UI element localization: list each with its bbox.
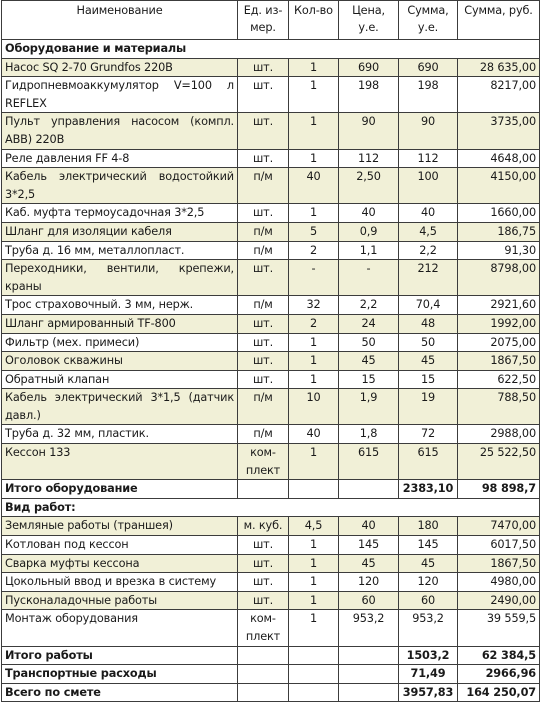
item-sum: 72	[399, 425, 458, 444]
empty-cell	[339, 646, 399, 665]
table-row	[2, 222, 540, 241]
empty-cell	[289, 665, 339, 684]
table-row	[2, 113, 540, 149]
total-sum: 2383,10	[399, 480, 458, 499]
item-sum-rub: 186,75	[458, 222, 540, 241]
item-name: Кабель электрический водостойкий 3*2,5	[2, 168, 238, 204]
table-row	[2, 58, 540, 77]
item-sum: 690	[399, 58, 458, 77]
empty-cell	[289, 646, 339, 665]
item-name: Каб. муфта термоусадочная 3*2,5	[2, 204, 238, 223]
total-label: Всего по смете	[2, 683, 238, 702]
item-unit: шт.	[238, 149, 289, 168]
total-row-works	[2, 646, 540, 665]
table-row	[2, 517, 540, 536]
item-sum: 212	[399, 260, 458, 296]
empty-cell	[289, 683, 339, 702]
table-row	[2, 444, 540, 480]
item-qty: 1	[289, 370, 339, 389]
empty-cell	[339, 480, 399, 499]
table-header	[2, 1, 540, 40]
item-unit: п/м	[238, 296, 289, 315]
item-name: Реле давления FF 4-8	[2, 149, 238, 168]
table-row	[2, 333, 540, 352]
item-sum: 70,4	[399, 296, 458, 315]
item-unit: п/м	[238, 425, 289, 444]
total-label: Итого работы	[2, 646, 238, 665]
item-price: 953,2	[339, 610, 399, 646]
table-row	[2, 610, 540, 646]
section-title: Вид работ:	[2, 498, 540, 517]
total-sum-rub: 164 250,07	[458, 683, 540, 702]
item-unit: шт.	[238, 554, 289, 573]
item-price: 60	[339, 591, 399, 610]
item-qty: 1	[289, 204, 339, 223]
item-sum: 60	[399, 591, 458, 610]
item-qty: 1	[289, 352, 339, 371]
item-sum-rub: 91,30	[458, 241, 540, 260]
total-row-grand	[2, 683, 540, 702]
total-sum: 71,49	[399, 665, 458, 684]
item-price: 1,9	[339, 389, 399, 425]
item-unit: п/м	[238, 389, 289, 425]
empty-cell	[339, 665, 399, 684]
item-unit: шт.	[238, 370, 289, 389]
item-name: Шланг армированный TF-800	[2, 314, 238, 333]
item-price: 45	[339, 554, 399, 573]
total-row-equipment	[2, 480, 540, 499]
empty-cell	[238, 665, 289, 684]
item-name: Обратный клапан	[2, 370, 238, 389]
table-row	[2, 314, 540, 333]
table-row	[2, 260, 540, 296]
item-sum: 4,5	[399, 222, 458, 241]
item-sum: 50	[399, 333, 458, 352]
col-header-qty: Кол-во	[289, 1, 339, 40]
item-unit: шт.	[238, 204, 289, 223]
item-sum: 48	[399, 314, 458, 333]
item-price: 690	[339, 58, 399, 77]
item-name: Цокольный ввод и врезка в систему	[2, 573, 238, 592]
item-name: Котлован под кессон	[2, 536, 238, 555]
item-unit: шт.	[238, 352, 289, 371]
item-price: 50	[339, 333, 399, 352]
item-unit: шт.	[238, 333, 289, 352]
item-price: 24	[339, 314, 399, 333]
table-row	[2, 389, 540, 425]
item-name: Труба д. 32 мм, пластик.	[2, 425, 238, 444]
item-unit: м. куб.	[238, 517, 289, 536]
item-name: Фильтр (мех. примеси)	[2, 333, 238, 352]
total-label: Транспортные расходы	[2, 665, 238, 684]
section-heading-works	[2, 498, 540, 517]
item-name: Трос страховочный. 3 мм, нерж.	[2, 296, 238, 315]
item-sum-rub: 2490,00	[458, 591, 540, 610]
item-sum: 40	[399, 204, 458, 223]
col-header-price: Цена, у.е.	[339, 1, 399, 40]
table-row	[2, 554, 540, 573]
table-row	[2, 168, 540, 204]
table-row	[2, 425, 540, 444]
item-sum-rub: 6017,50	[458, 536, 540, 555]
item-price: 2,50	[339, 168, 399, 204]
item-name: Труба д. 16 мм, металлопласт.	[2, 241, 238, 260]
table-row	[2, 77, 540, 113]
item-sum: 15	[399, 370, 458, 389]
item-sum: 100	[399, 168, 458, 204]
item-sum-rub: 1660,00	[458, 204, 540, 223]
item-price: 2,2	[339, 296, 399, 315]
item-qty: 32	[289, 296, 339, 315]
item-sum-rub: 39 559,5	[458, 610, 540, 646]
empty-cell	[238, 646, 289, 665]
item-sum-rub: 1867,50	[458, 554, 540, 573]
item-qty: 1	[289, 573, 339, 592]
item-sum-rub: 2075,00	[458, 333, 540, 352]
item-unit: шт.	[238, 113, 289, 149]
item-name: Насос SQ 2-70 Grundfos 220В	[2, 58, 238, 77]
item-qty: 1	[289, 333, 339, 352]
item-unit: шт.	[238, 260, 289, 296]
item-sum-rub: 4648,00	[458, 149, 540, 168]
item-unit: шт.	[238, 58, 289, 77]
item-sum: 198	[399, 77, 458, 113]
col-header-name: Наименование	[2, 1, 238, 40]
item-qty: 4,5	[289, 517, 339, 536]
item-sum: 45	[399, 352, 458, 371]
item-qty: 40	[289, 425, 339, 444]
total-sum-rub: 62 384,5	[458, 646, 540, 665]
item-name: Кабель электрический 3*1,5 (датчик давл.)	[2, 389, 238, 425]
item-unit: ком-плект	[238, 444, 289, 480]
empty-cell	[289, 480, 339, 499]
section-heading-equipment	[2, 40, 540, 59]
item-name: Оголовок скважины	[2, 352, 238, 371]
item-name: Сварка муфты кессона	[2, 554, 238, 573]
item-sum-rub: 8798,00	[458, 260, 540, 296]
empty-cell	[339, 683, 399, 702]
item-sum-rub: 8217,00	[458, 77, 540, 113]
col-header-sum-rub: Сумма, руб.	[458, 1, 540, 40]
col-header-sum: Сумма, у.е.	[399, 1, 458, 40]
item-price: 0,9	[339, 222, 399, 241]
item-price: 45	[339, 352, 399, 371]
item-qty: 2	[289, 241, 339, 260]
item-sum-rub: 2988,00	[458, 425, 540, 444]
item-sum-rub: 7470,00	[458, 517, 540, 536]
item-sum-rub: 1867,50	[458, 352, 540, 371]
item-price: 90	[339, 113, 399, 149]
table-row	[2, 204, 540, 223]
item-sum: 112	[399, 149, 458, 168]
item-unit: шт.	[238, 77, 289, 113]
item-sum: 180	[399, 517, 458, 536]
item-name: Монтаж оборудования	[2, 610, 238, 646]
item-unit: ком-плект	[238, 610, 289, 646]
item-qty: 1	[289, 77, 339, 113]
item-price: 615	[339, 444, 399, 480]
total-sum: 1503,2	[399, 646, 458, 665]
item-qty: 40	[289, 168, 339, 204]
item-sum: 145	[399, 536, 458, 555]
total-sum-rub: 98 898,7	[458, 480, 540, 499]
table-row	[2, 370, 540, 389]
item-name: Гидропневмоаккумулятор V=100 л REFLEX	[2, 77, 238, 113]
item-price: 40	[339, 204, 399, 223]
item-name: Земляные работы (траншея)	[2, 517, 238, 536]
item-qty: 1	[289, 554, 339, 573]
item-qty: 1	[289, 591, 339, 610]
item-unit: шт.	[238, 591, 289, 610]
empty-cell	[238, 480, 289, 499]
total-label: Итого оборудование	[2, 480, 238, 499]
item-price: 1,8	[339, 425, 399, 444]
item-qty: -	[289, 260, 339, 296]
empty-cell	[238, 683, 289, 702]
estimate-table	[1, 0, 540, 702]
item-sum-rub: 4980,00	[458, 573, 540, 592]
table-row	[2, 536, 540, 555]
item-unit: п/м	[238, 222, 289, 241]
item-name: Шланг для изоляции кабеля	[2, 222, 238, 241]
item-price: 120	[339, 573, 399, 592]
table-row	[2, 241, 540, 260]
item-qty: 5	[289, 222, 339, 241]
table-row	[2, 352, 540, 371]
table-row	[2, 149, 540, 168]
item-price: 1,1	[339, 241, 399, 260]
item-qty: 2	[289, 314, 339, 333]
item-qty: 1	[289, 536, 339, 555]
item-sum: 615	[399, 444, 458, 480]
item-name: Кессон 133	[2, 444, 238, 480]
item-sum-rub: 25 522,50	[458, 444, 540, 480]
item-sum-rub: 3735,00	[458, 113, 540, 149]
item-qty: 10	[289, 389, 339, 425]
item-sum: 953,2	[399, 610, 458, 646]
table-row	[2, 296, 540, 315]
item-qty: 1	[289, 58, 339, 77]
total-row-transport	[2, 665, 540, 684]
item-sum: 2,2	[399, 241, 458, 260]
total-sum-rub: 2966,96	[458, 665, 540, 684]
item-qty: 1	[289, 149, 339, 168]
item-sum: 90	[399, 113, 458, 149]
item-sum-rub: 4150,00	[458, 168, 540, 204]
item-name: Пульт управления насосом (компл. ABB) 220В	[2, 113, 238, 149]
item-sum-rub: 622,50	[458, 370, 540, 389]
total-sum: 3957,83	[399, 683, 458, 702]
item-unit: п/м	[238, 241, 289, 260]
item-sum: 19	[399, 389, 458, 425]
item-sum-rub: 788,50	[458, 389, 540, 425]
item-sum-rub: 28 635,00	[458, 58, 540, 77]
item-sum-rub: 2921,60	[458, 296, 540, 315]
item-unit: шт.	[238, 314, 289, 333]
item-sum: 45	[399, 554, 458, 573]
item-unit: шт.	[238, 536, 289, 555]
table-row	[2, 573, 540, 592]
table-body	[2, 40, 540, 702]
item-price: 40	[339, 517, 399, 536]
section-title: Оборудование и материалы	[2, 40, 540, 59]
item-price: 145	[339, 536, 399, 555]
item-unit: шт.	[238, 573, 289, 592]
table-row	[2, 591, 540, 610]
item-sum-rub: 1992,00	[458, 314, 540, 333]
item-price: 112	[339, 149, 399, 168]
item-sum: 120	[399, 573, 458, 592]
item-price: 15	[339, 370, 399, 389]
item-qty: 1	[289, 610, 339, 646]
col-header-unit: Ед. из-мер.	[238, 1, 289, 40]
item-price: -	[339, 260, 399, 296]
item-name: Пусконаладочные работы	[2, 591, 238, 610]
item-unit: п/м	[238, 168, 289, 204]
item-name: Переходники, вентили, крепежи, краны	[2, 260, 238, 296]
item-qty: 1	[289, 444, 339, 480]
item-qty: 1	[289, 113, 339, 149]
item-price: 198	[339, 77, 399, 113]
